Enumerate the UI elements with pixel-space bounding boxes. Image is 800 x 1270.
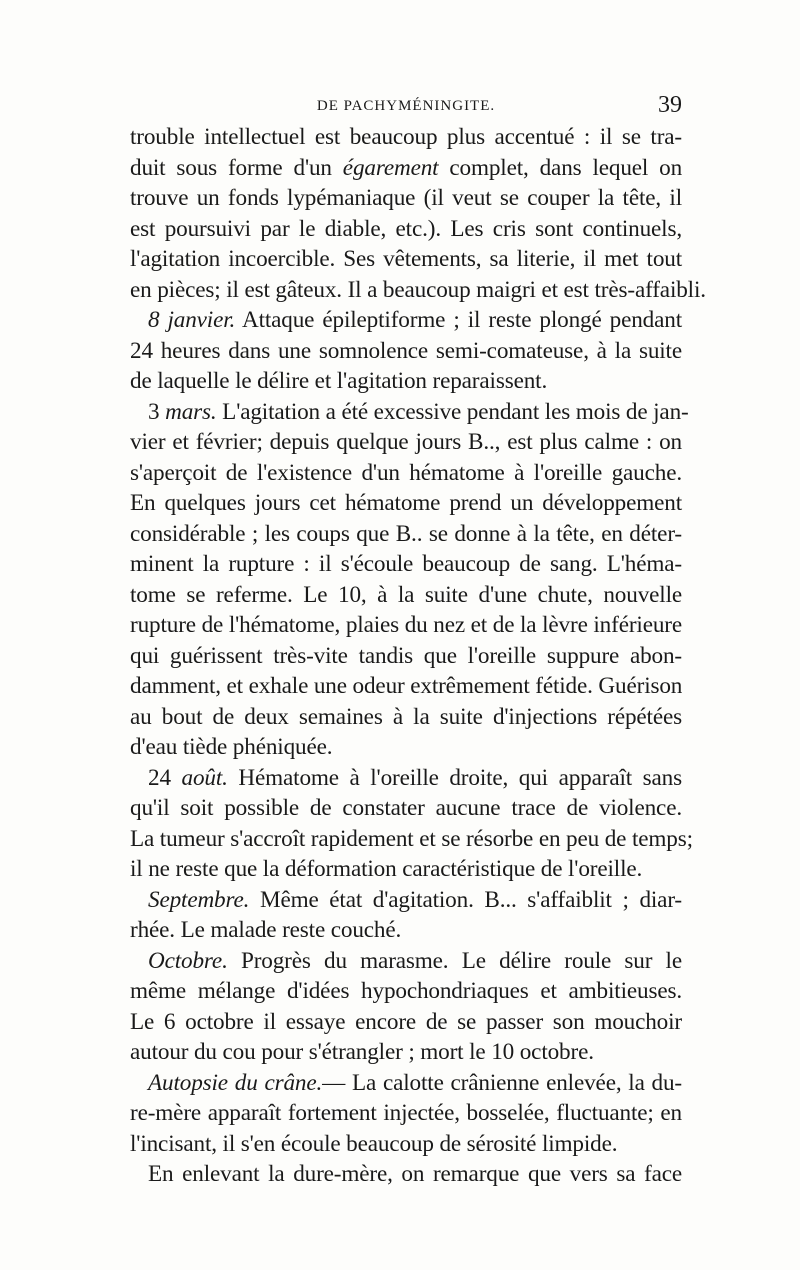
text-run: Même état d'agitation. B... s'affaiblit ; diar- [249, 886, 682, 913]
text-line: même mélange d'idées hypochondriaques et ambitieuses. [130, 978, 682, 1004]
text-line: d'eau tiède phéniquée. [130, 734, 333, 760]
text-line: trouble intellectuel est beaucoup plus accentué : il se tra- [130, 124, 682, 150]
text-line: tome se referme. Le 10, à la suite d'une chute, nouvelle [130, 581, 682, 608]
text-line [130, 1068, 682, 1099]
text-line: La tumeur s'accroît rapidement et se résorbe en peu de temps; [130, 825, 693, 852]
italic-date-label: mars. [165, 398, 217, 425]
text-line: 24 heures dans une somnolence semi-comateuse, à la suite [130, 337, 682, 364]
italic-date-label: Octobre. [148, 947, 228, 974]
text-line: il ne reste que la déformation caractéristique de l'oreille. [130, 856, 643, 882]
text-line: damment, et exhale une odeur extrêmement fétide. Guérison [130, 673, 683, 699]
text-line [130, 153, 682, 184]
italic-date-label: Autopsie du crâne. [148, 1069, 323, 1096]
italic-date-label: Septembre. [148, 886, 250, 913]
text-line: qu'il soit possible de constater aucune trace de violence. [130, 795, 682, 821]
text-line: l'agitation incoercible. Ses vêtements, sa literie, il met tout [130, 246, 682, 272]
text-run: 3 [148, 398, 166, 425]
text-line [130, 305, 682, 336]
text-run: Progrès du marasme. Le délire roule sur le [227, 947, 682, 974]
text-run: duit sous forme d'un [130, 154, 343, 181]
text-line: s'aperçoit de l'existence d'un hématome à l'oreille gauche. [130, 459, 682, 486]
text-line: au bout de deux semaines à la suite d'injections répétées [130, 703, 682, 730]
text-line: En enlevant la dure-mère, on remarque que vers sa face [148, 1161, 682, 1187]
text-line [130, 763, 682, 794]
text-run: 24 [148, 764, 182, 791]
italic-date-label: égarement [342, 154, 439, 181]
italic-date-label: août. [181, 764, 228, 791]
text-run: Hématome à l'oreille droite, qui apparaît sans [227, 764, 682, 791]
running-head [130, 92, 682, 120]
text-line: qui guérissent très-vite tandis que l'oreille suppure abon- [130, 642, 682, 669]
text-line: minent la rupture : il s'écoule beaucoup de sang. L'héma- [130, 551, 682, 577]
running-head-title: DE PACHYMÉNINGITE. [316, 98, 496, 114]
page-number: 39 [658, 92, 682, 118]
text-line [130, 397, 689, 428]
text-line: rhée. Le malade reste couché. [130, 917, 402, 943]
text-line: Le 6 octobre il essaye encore de se passer son mouchoir [130, 1008, 682, 1035]
text-line: re-mère apparaît fortement injectée, bosselée, fluctuante; en [130, 1100, 682, 1126]
text-line: rupture de l'hématome, plaies du nez et de la lèvre inférieure [130, 612, 682, 638]
text-line [130, 885, 682, 916]
text-line: En quelques jours cet hématome prend un développement [130, 490, 682, 516]
text-line: vier et février; depuis quelque jours B.., est plus calme : on [130, 429, 682, 455]
text-run: complet, dans lequel on [438, 154, 683, 181]
text-line: l'incisant, il s'en écoule beaucoup de sérosité limpide. [130, 1130, 618, 1157]
italic-date-label: 8 janvier. [148, 307, 236, 333]
text-line: de laquelle le délire et l'agitation reparaissent. [130, 368, 548, 394]
text-line: est poursuivi par le diable, etc.). Les cris sont continuels, [130, 215, 682, 242]
text-line: autour du cou pour s'étrangler ; mort le 10 octobre. [130, 1039, 594, 1065]
text-run: Attaque épileptiforme ; il reste plongé pendant [235, 307, 683, 333]
text-run: L'agitation a été excessive pendant les mois de jan- [216, 398, 689, 425]
text-line: en pièces; il est gâteux. Il a beaucoup maigri et est très-affaibli. [130, 276, 706, 303]
text-line: considérable ; les coups que B.. se donne à la tête, en déter- [130, 520, 682, 547]
text-line: trouve un fonds lypémaniaque (il veut se couper la tête, il [130, 185, 682, 211]
text-run: — La calotte crânienne enlevée, la du- [322, 1069, 682, 1096]
body-text [130, 122, 706, 1190]
text-line [130, 946, 682, 977]
